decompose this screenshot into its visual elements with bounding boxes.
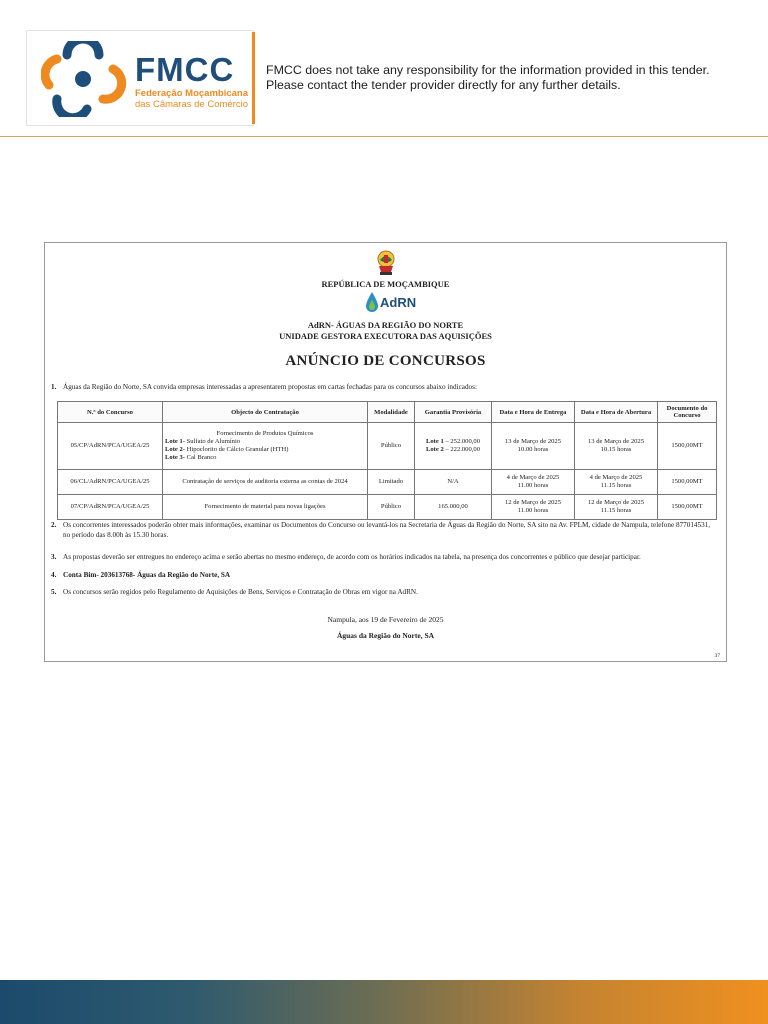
cell-abertura [575,495,658,520]
abertura-hora: 10.15 horas [600,446,632,453]
garantia-value: – 252.000,00 [443,438,481,445]
garantia-value: – 222.000,00 [443,446,481,453]
garantia-label: Lote 2 [425,446,444,453]
cell-modalidade: Público [368,495,415,520]
cell-garantia: 165.000,00 [415,495,492,520]
abertura-hora: 11.15 horas [600,482,632,489]
paragraph-5 [51,587,418,597]
page-header [0,0,768,138]
abertura-date: 13 de Março de 2025 [587,438,645,445]
paragraph-1 [51,382,477,392]
paragraph-text: Conta Bim- 203613768- Águas da Região do Norte, SA [63,571,231,579]
paragraph-text: As propostas deverão ser entregues no endereço acima e serão abertas no mesmo endereço, de acordo com os horários indicados na tabela, na presença dos concorrentes e público que desejar participar. [63,553,641,561]
paragraph-4 [51,570,230,580]
cell-abertura [575,423,658,470]
entrega-date: 13 de Março de 2025 [504,438,562,445]
org-line1: AdRN- ÁGUAS DA REGIÃO DO NORTE [307,320,464,330]
cell-documento: 1500,00MT [658,495,717,520]
mozambique-emblem-icon [376,248,396,276]
org-line2: UNIDADE GESTORA EXECUTORA DAS AQUISIÇÕES [279,331,492,341]
paragraph-number: 3. [51,553,57,561]
cell-entrega [492,495,575,520]
disclaimer-line1: FMCC does not take any responsibility for the information provided in this tender. [266,63,710,77]
cell-number: 07/CP/AdRN/PCA/UGEA/25 [58,495,163,520]
cell-object: Fornecimento de material para novas ligações [163,495,368,520]
lote-line [165,438,365,446]
col-header: Garantia Provisória [415,402,492,423]
col-header: Data e Hora de Entrega [492,402,575,423]
cell-garantia [415,423,492,470]
garantia-label: Lote 1 [425,438,444,445]
paragraph-text-cont: no período das 8.00h às 15.30 horas. [63,531,169,539]
paragraph-number: 4. [51,571,57,579]
paragraph-text: Os concorrentes interessados poderão obter mais informações, examinar os Documentos do Concurso ou levantá-los na Secretaria de Águas da Região do Norte, SA sito na Av. FPLM, cidade de Nampula, telefone 877014531, [63,521,711,529]
cell-object [163,423,368,470]
paragraph-text: Os concursos serão regidos pelo Regulamento de Aquisições de Bens, Serviços e Contratação de Obras em vigor na AdRN. [63,588,418,596]
disclaimer-line2: Please contact the tender provider directly for any further details. [266,78,621,92]
lote-line [165,446,365,454]
table-row [58,495,717,520]
abertura-date: 4 de Março de 2025 [589,474,643,481]
cell-documento: 1500,00MT [658,470,717,495]
table-row [58,470,717,495]
garantia-line [417,446,489,454]
adrn-logo-text: AdRN [380,295,417,310]
abertura-date: 12 de Março de 2025 [587,499,645,506]
place-date: Nampula, aos 19 de Fevereiro de 2025 [327,615,444,624]
col-header: Modalidade [368,402,415,423]
col-header: Objecto do Contratação [163,402,368,423]
paragraph-number: 2. [51,521,57,529]
table-header-row [58,402,717,423]
cell-abertura [575,470,658,495]
tenders-table [57,401,717,520]
disclaimer [266,63,710,93]
cell-documento: 1500,00MT [658,423,717,470]
object-title: Fornecimento de Produtos Químicos [216,430,314,437]
adrn-logo [363,290,417,316]
cell-modalidade: Limitado [368,470,415,495]
cell-object: Contratação de serviços de auditoria externa as contas de 2024 [163,470,368,495]
cell-modalidade: Público [368,423,415,470]
table-row [58,423,717,470]
abertura-hora: 11.15 horas [600,507,632,514]
lote-label: Lote 3 [165,454,183,461]
lote-text: - Sulfato de Alumínio [182,438,241,445]
paragraph-number: 5. [51,588,57,596]
tender-notice-image [44,242,727,662]
col-header: Documento do Concurso [658,402,717,423]
paragraph-number: 1. [51,383,57,391]
entrega-hora: 11.00 horas [517,507,549,514]
lote-line [165,454,365,462]
garantia-line [417,438,489,446]
lote-label: Lote 2 [165,446,183,453]
lote-text: - Hipoclorito de Cálcio Granular (HTH) [182,446,289,453]
logo-subtitle-line2: das Câmaras de Comércio [135,99,248,110]
logo-title: FMCC [135,51,235,88]
paragraph-2 [51,520,721,540]
logo-subtitle-line1: Federação Moçambicana [135,88,248,99]
fmcc-logo-icon [41,41,127,117]
republic-heading: REPÚBLICA DE MOÇAMBIQUE [321,279,450,289]
col-header: Data e Hora de Abertura [575,402,658,423]
entrega-hora: 11.00 horas [517,482,549,489]
entrega-date: 12 de Março de 2025 [504,499,562,506]
cell-garantia: N/A [415,470,492,495]
cell-entrega [492,423,575,470]
entrega-hora: 10.00 horas [517,446,549,453]
notice-title: ANÚNCIO DE CONCURSOS [285,353,486,369]
cell-entrega [492,470,575,495]
header-rule [0,136,768,137]
signature: Águas da Região do Norte, SA [336,631,435,640]
col-header: N.º do Concurso [58,402,163,423]
fmcc-logo [26,30,254,126]
cell-number: 06/CL/AdRN/PCA/UGEA/25 [58,470,163,495]
page-mark: 37 [714,653,720,659]
cell-number: 05/CP/AdRN/PCA/UGEA/25 [58,423,163,470]
lote-text: - Cal Branco [182,454,217,461]
lote-label: Lote 1 [165,438,183,445]
entrega-date: 4 de Março de 2025 [506,474,560,481]
paragraph-3 [51,552,641,562]
footer-gradient-bar [0,980,768,1024]
header-divider [252,32,255,124]
paragraph-text: Águas da Região do Norte, SA convida empresas interessadas a apresentarem propostas em cartas fechadas para os concursos abaixo indicados: [63,383,477,391]
